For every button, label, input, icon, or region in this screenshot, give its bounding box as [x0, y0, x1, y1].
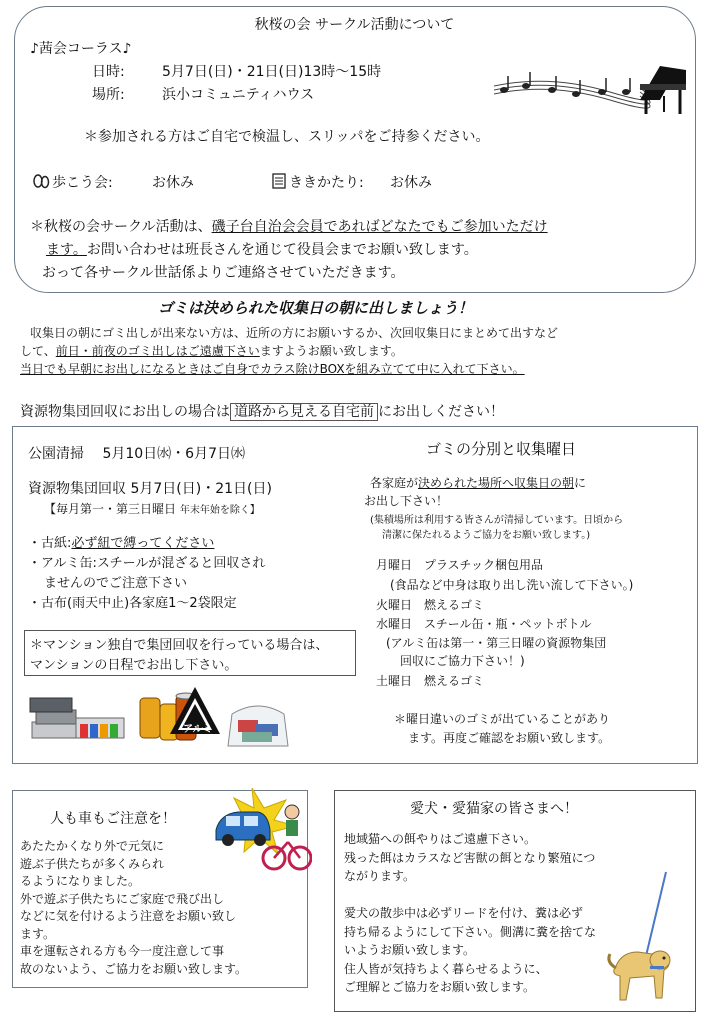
curbside-notice: 資源物集団回収にお出しの場合は 道路から見える自宅前 にお出しください！ [20, 404, 504, 420]
mansion-note-1: ＊マンション独自で集団回収を行っている場合は、 [30, 638, 329, 653]
chorus-heading: ♪茜会コーラス♪ [30, 41, 132, 57]
item-cloth: ・古布(雨天中止)各家庭1〜2袋限定 [28, 596, 237, 611]
sorting-small-1: (集積場所は利用する皆さんが清掃しています。日頃から [370, 515, 624, 526]
wednesday-note-2: 回収にご協力下さい！) [400, 654, 525, 668]
pets-line: 地域猫への餌やりはご遠慮下さい。 [344, 832, 537, 846]
traffic-line: ます。 [20, 926, 56, 941]
garbage-para-2: して、前日・前夜のゴミ出しはご遠慮下さいますようお願い致します。 [20, 344, 403, 358]
date-label: 日時: [92, 64, 125, 80]
pets-line: いようお願い致します。 [344, 943, 476, 957]
traffic-line: 故のないよう、ご協力をお願い致します。 [20, 961, 248, 976]
tuesday-item: 火曜日 燃えるゴミ [376, 598, 485, 612]
pets-line: 愛犬の散歩中は必ずリードを付け、糞は必ず [344, 906, 584, 920]
walk-label: 歩こう会: [52, 175, 113, 191]
place-label: 場所: [92, 87, 125, 103]
footprint-icon [32, 172, 50, 190]
traffic-line: るようになりました。 [20, 874, 141, 888]
garbage-para-1: 収集日の朝にゴミ出しが出来ない方は、近所の方にお願いするか、次回収集日にまとめて出すなど [30, 326, 559, 340]
collection-schedule: 【毎月第一・第三日曜日 年末年始を除く】 [44, 502, 260, 516]
wednesday-note-1: (アルミ缶は第一・第三日曜の資源物集団 [386, 636, 607, 650]
wrong-day-warning-1: ＊曜日違いのゴミが出ていることがあり [394, 712, 611, 726]
traffic-line: 外で遊ぶ子供たちにご家庭で飛び出し [20, 891, 225, 906]
date-value: 5月7日(日)・21日(日)13時〜15時 [162, 64, 382, 80]
info-line-1: ＊秋桜の会サークル活動は、磯子台自治会会員であればどなたでもご参加いただけ [30, 219, 548, 235]
info-line-2: ます。お問い合わせは班長さんを通じて役員会までお願い致します。 [46, 242, 478, 258]
traffic-line: あたたかくなり外で元気に [20, 839, 165, 853]
dog-on-leash-icon [596, 870, 696, 1010]
listen-value: お休み [390, 175, 432, 191]
item-aluminum-cont: ませんのでご注意下さい [44, 576, 188, 591]
monday-note: (食品など中身は取り出し洗い流して下さい。) [390, 578, 634, 592]
newspaper-stack-icon [28, 690, 128, 745]
aluminum-mark-label: アルミ [183, 724, 213, 735]
garbage-para-3: 当日でも早朝にお出しになるときはご自身でカラス除けBOXを組み立てて中に入れて下さい。 [20, 362, 525, 376]
pets-line: 持ち帰るようにして下さい。側溝に糞を捨てな [344, 924, 597, 939]
pets-line: 残った餌はカラスなど害獣の餌となり繁殖につ [344, 850, 596, 865]
monday-item: 月曜日 プラスチック梱包用品 [376, 558, 544, 572]
sorting-intro-1: 各家庭が決められた場所へ収集日の朝に [370, 476, 587, 490]
circle-title: 秋桜の会 サークル活動について [254, 17, 455, 33]
traffic-title: 人も車もご注意を！ [50, 811, 176, 827]
place-value: 浜小コミュニティハウス [162, 87, 315, 103]
item-paper: ・古紙:必ず紐で縛ってください [28, 536, 215, 551]
saturday-item: 土曜日 燃えるゴミ [376, 674, 485, 688]
cloth-bag-icon [222, 694, 294, 750]
listen-label: ききかたり: [289, 175, 364, 191]
garbage-headline: ゴミは決められた収集日の朝に出しましょう！ [158, 299, 474, 317]
park-cleaning: 公園清掃 5月10日㈬・6月7日㈬ [28, 446, 245, 462]
pets-line: ながります。 [344, 869, 416, 883]
sorting-title: ゴミの分別と収集曜日 [426, 440, 577, 458]
info-line-3: おって各サークル世話係よりご連絡させていただきます。 [42, 265, 405, 281]
traffic-line: 車を運転される方も今一度注意して事 [20, 944, 225, 958]
pets-line: 住人皆が気持ちよく暮らせるように、 [344, 961, 548, 976]
resource-collection: 資源物集団回収 5月7日(日)・21日(日) [28, 481, 272, 497]
traffic-line: 遊ぶ子供たちが多くみられ [20, 856, 165, 871]
wednesday-item: 水曜日 スチール缶・瓶・ペットボトル [376, 617, 592, 631]
item-aluminum: ・アルミ缶:スチールが混ざると回収され [28, 556, 266, 571]
sorting-intro-2: お出し下さい！ [364, 494, 449, 508]
mansion-note-2: マンションの日程でお出し下さい。 [30, 658, 238, 673]
pets-line [344, 886, 596, 905]
sorting-small-2: 清潔に保たれるようご協力をお願い致します。) [382, 530, 591, 541]
music-notes-piano-icon [490, 56, 690, 116]
traffic-text [20, 838, 247, 978]
bring-slippers-note: ＊参加される方はご自宅で検温し、スリッパをご持参ください。 [84, 129, 490, 145]
notebook-icon [271, 173, 287, 189]
walk-value: お休み [152, 175, 194, 191]
pets-title: 愛犬・愛猫家の皆さまへ！ [410, 801, 578, 817]
pets-text [344, 830, 596, 997]
traffic-line: などに気を付けるよう注意をお願い致し [20, 909, 237, 923]
pets-line: ご理解とご協力をお願い致します。 [344, 980, 536, 994]
wrong-day-warning-2: ます。再度ご確認をお願い致します。 [408, 731, 611, 745]
